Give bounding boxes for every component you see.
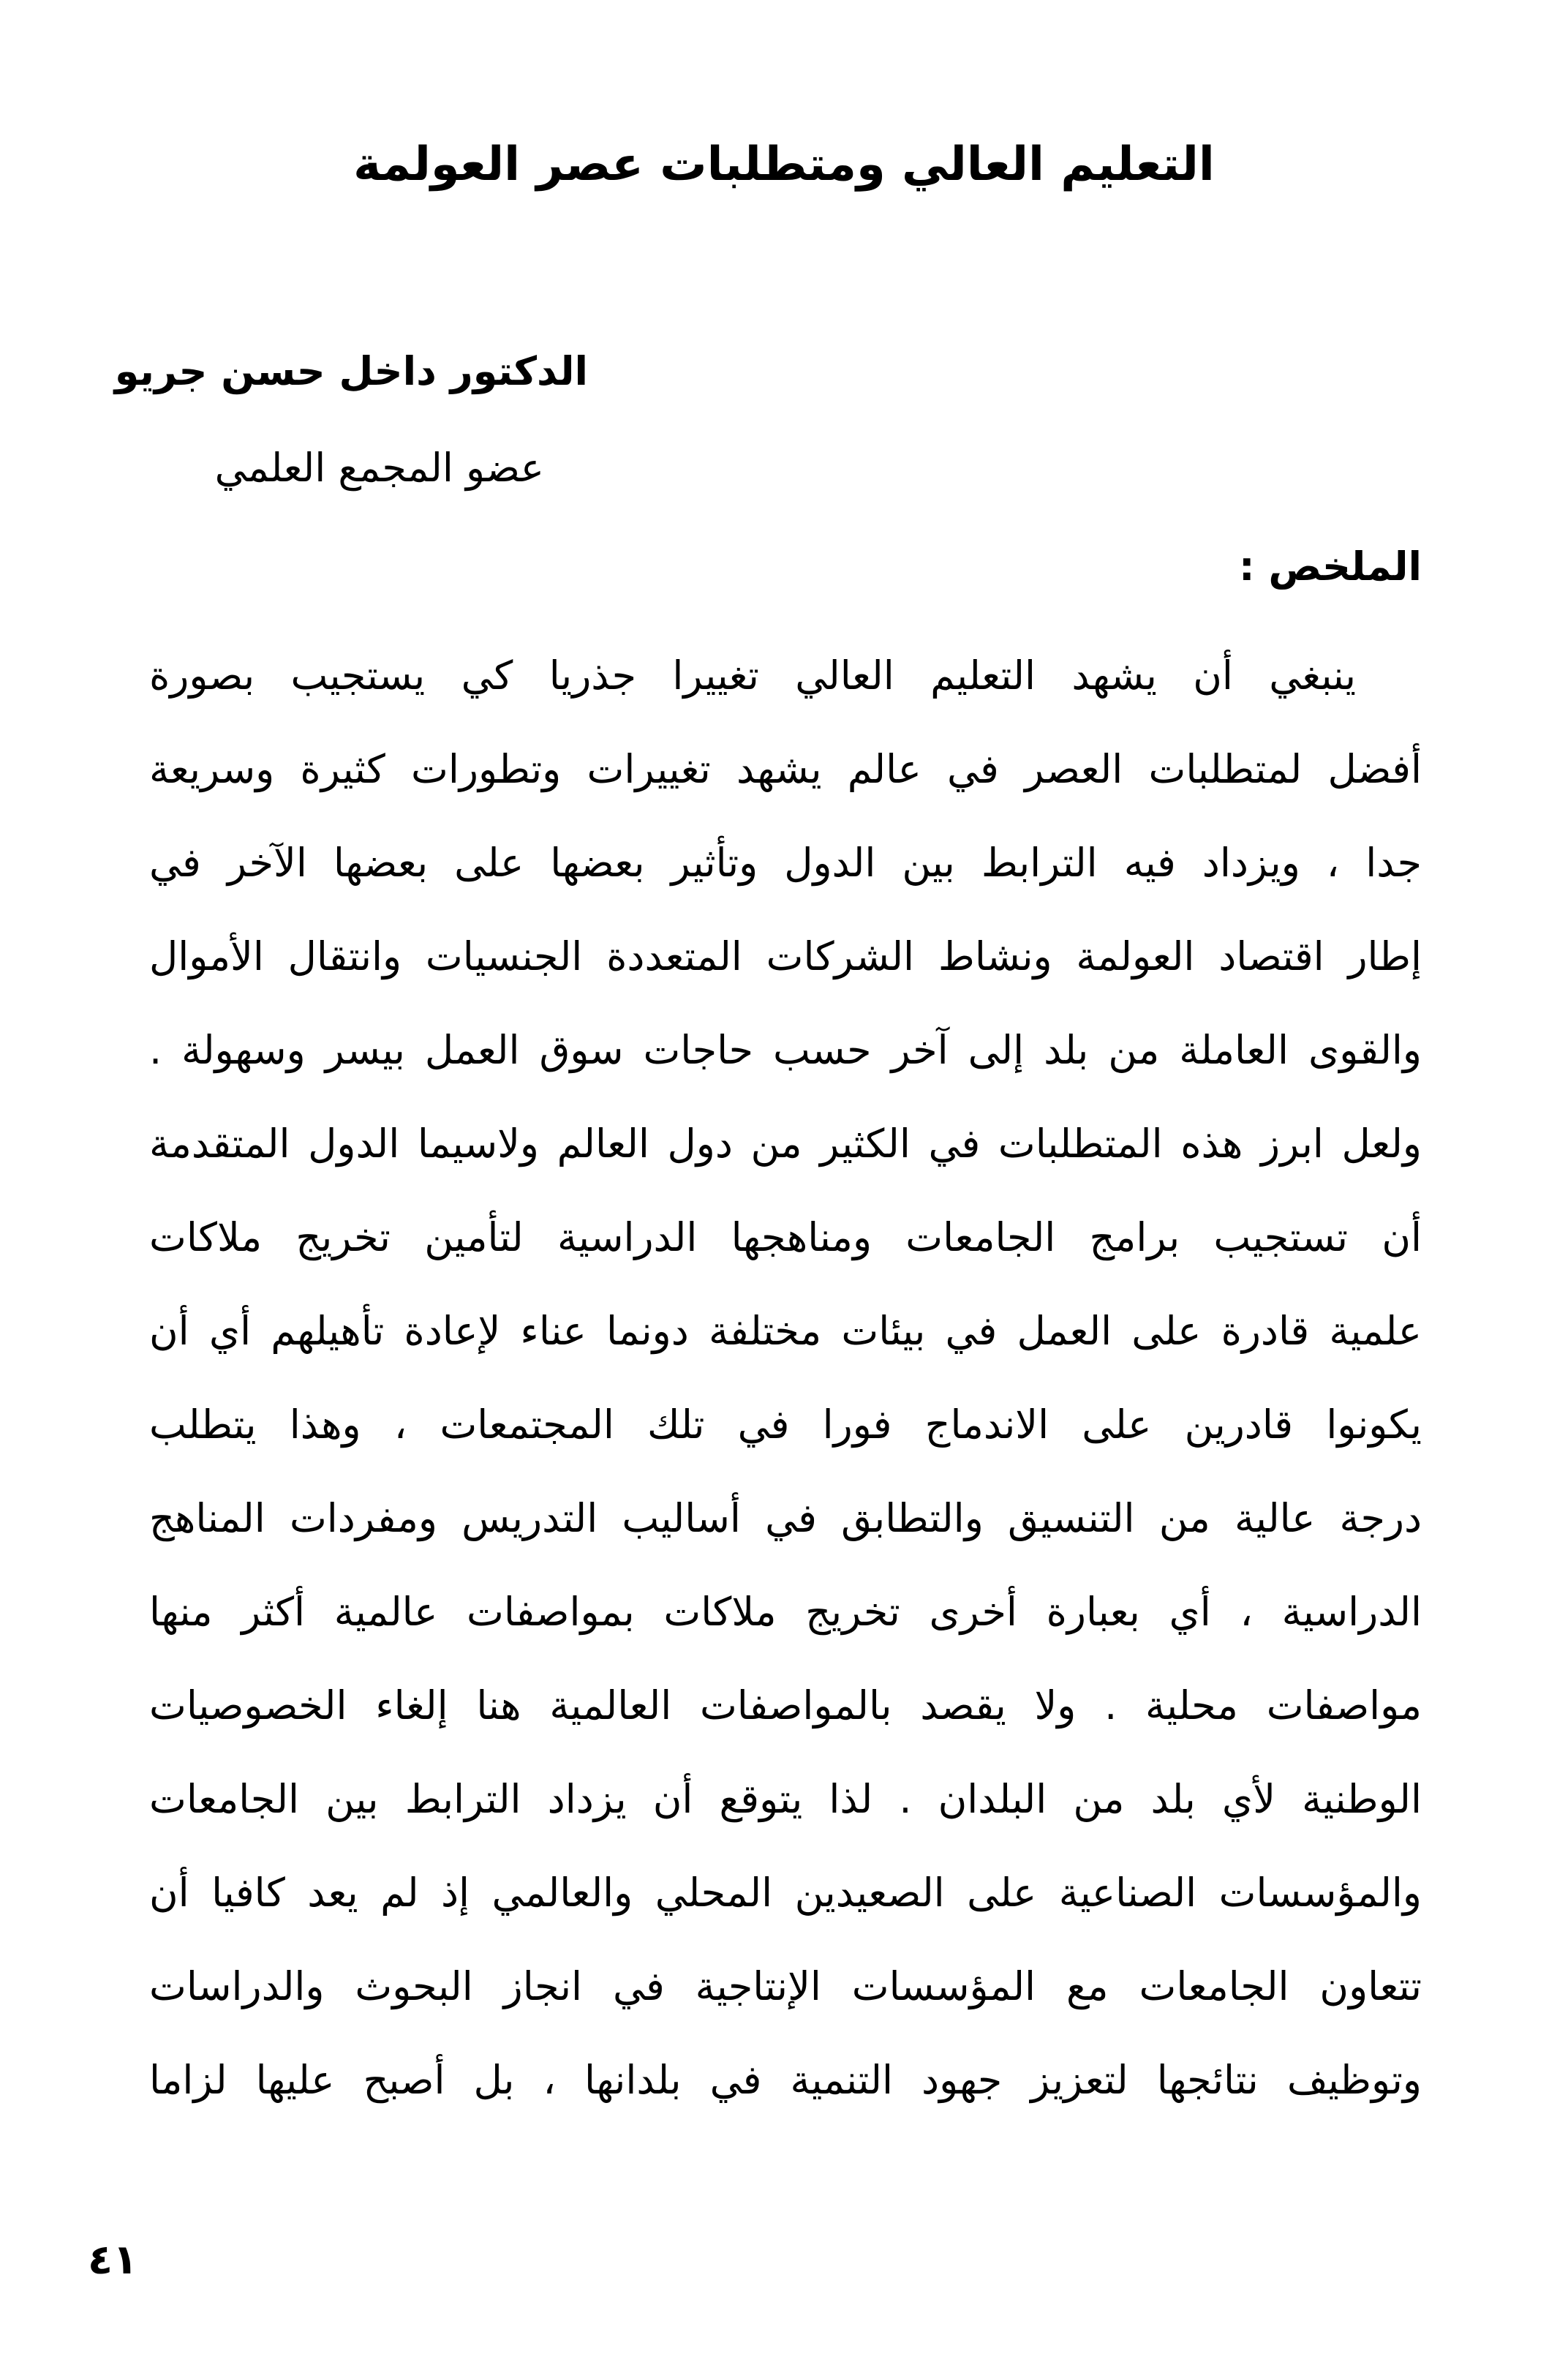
body-line: وتوظيف نتائجها لتعزيز جهود التنمية في بلدانها ، بل أصبح عليها لزاما xyxy=(149,2057,1422,2103)
body-line: والمؤسسات الصناعية على الصعيدين المحلي والعالمي إذ لم يعد كافيا أن xyxy=(149,1870,1422,1916)
body-line: الدراسية ، أي بعبارة أخرى تخريج ملاكات بمواصفات عالمية أكثر منها xyxy=(149,1589,1422,1635)
body-line: ينبغي أن يشهد التعليم العالي تغييرا جذريا كي يستجيب بصورة xyxy=(149,652,1356,699)
body-line: إطار اقتصاد العولمة ونشاط الشركات المتعددة الجنسيات وانتقال الأموال xyxy=(149,933,1422,979)
abstract-body xyxy=(149,629,1422,2127)
body-line: والقوى العاملة من بلد إلى آخر حسب حاجات سوق العمل بيسر وسهولة . xyxy=(149,1027,1422,1073)
body-line: درجة عالية من التنسيق والتطابق في أساليب التدريس ومفردات المناهج xyxy=(149,1495,1422,1541)
page-number: ٤١ xyxy=(88,2236,138,2284)
body-line: ولعل ابرز هذه المتطلبات في الكثير من دول العالم ولاسيما الدول المتقدمة xyxy=(149,1121,1422,1167)
body-line: يكونوا قادرين على الاندماج فورا في تلك المجتمعات ، وهذا يتطلب xyxy=(149,1402,1422,1448)
body-line: أفضل لمتطلبات العصر في عالم يشهد تغييرات وتطورات كثيرة وسريعة xyxy=(149,746,1422,792)
body-line: جدا ، ويزداد فيه الترابط بين الدول وتأثير بعضها على بعضها الآخر في xyxy=(149,840,1422,886)
body-line: تتعاون الجامعات مع المؤسسات الإنتاجية في انجاز البحوث والدراسات xyxy=(149,1963,1422,2009)
body-line: مواصفات محلية . ولا يقصد بالمواصفات العالمية هنا إلغاء الخصوصيات xyxy=(149,1682,1422,1728)
body-line: أن تستجيب برامج الجامعات ومناهجها الدراسية لتأمين تخريج ملاكات xyxy=(149,1214,1422,1260)
body-line: الوطنية لأي بلد من البلدان . لذا يتوقع أن يزداد الترابط بين الجامعات xyxy=(149,1776,1422,1822)
author-affiliation: عضو المجمع العلمي xyxy=(214,445,544,491)
body-line: علمية قادرة على العمل في بيئات مختلفة دونما عناء لإعادة تأهيلهم أي أن xyxy=(149,1308,1422,1354)
abstract-heading: الملخص : xyxy=(1238,543,1422,590)
author-name: الدكتور داخل حسن جريو xyxy=(114,348,588,394)
document-title: التعليم العالي ومتطلبات عصر العولمة xyxy=(353,138,1215,192)
